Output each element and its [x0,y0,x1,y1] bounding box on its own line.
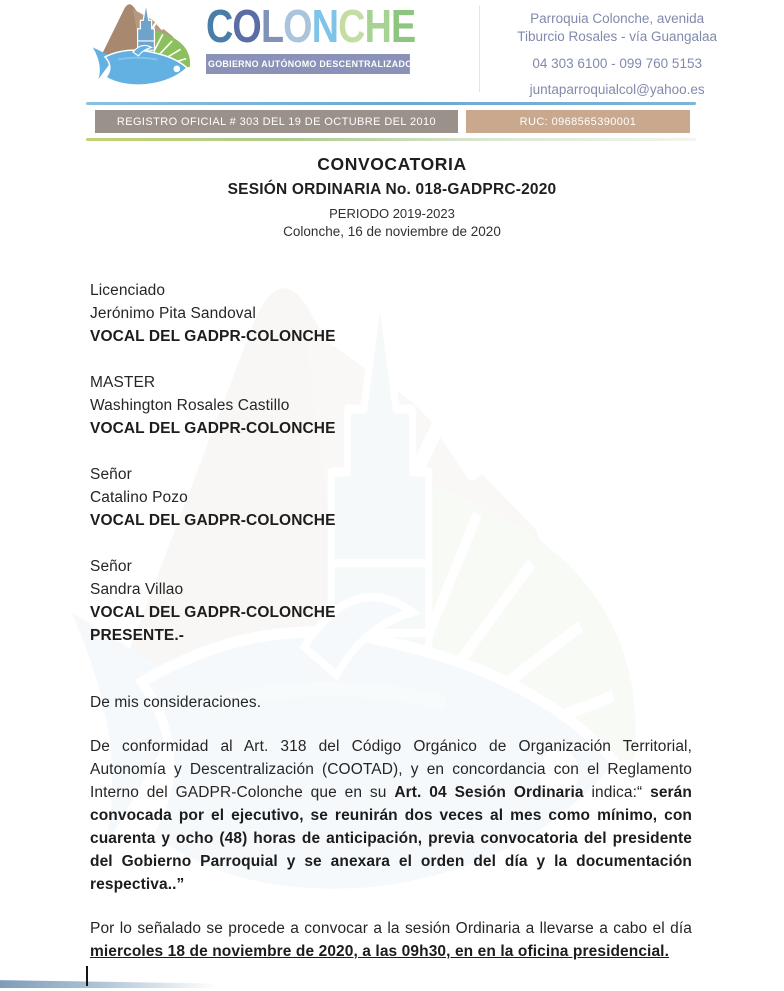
paragraph-convocation [90,917,692,963]
registro-oficial-bar: REGISTRO OFICIAL # 303 DEL 19 DE OCTUBRE DEL 2010 [95,110,458,133]
recipient-role: VOCAL DEL GADPR-COLONCHE [90,512,336,529]
recipient-salutation: Licenciado [90,282,166,299]
text-cursor[interactable] [86,966,88,986]
contact-address-line2: Tiburcio Rosales - vía Guangalaa [517,28,718,44]
letterhead [90,0,740,100]
letter-body [90,279,692,986]
recipient-block [90,555,692,647]
header-divider [479,6,480,92]
recipient-name: Jerónimo Pita Sandoval [90,305,256,322]
doc-subtitle: SESIÓN ORDINARIA No. 018-GADPRC-2020 [227,181,557,198]
recipient-salutation: Señor [90,466,132,483]
para-bold-quote: serán convocada por el ejecutivo, se reunirán dos veces al mes como mínimo, con cuarenta y ocho (48) horas de anticipación, previa convocatoria del presidente del Gobierno Parroquial y se anexara el orden del día y la documentación respectiva..” [90,784,692,893]
recipient-role: VOCAL DEL GADPR-COLONCHE [90,420,336,437]
ruc-bar: RUC: 0968565390001 [466,110,690,133]
contact-address-line1: Parroquia Colonche, avenida [530,11,705,26]
colonche-emblem-icon [90,0,202,95]
recipient-role: VOCAL DEL GADPR-COLONCHE [90,604,336,621]
gov-banner: GOBIERNO AUTÓNOMO DESCENTRALIZADO PARROQUIAL [206,54,410,74]
recipient-block [90,371,692,440]
paragraph-cootad [90,735,692,896]
meeting-date-underlined: miercoles 18 de noviembre de 2020, a las 09h30, en en la oficina presidencial. [90,943,669,960]
recipient-name: Catalino Pozo [90,489,188,506]
contact-email: juntaparroquialcol@yahoo.es [529,82,705,98]
recipient-presente: PRESENTE.- [90,627,185,644]
recipient-salutation: Señor [90,558,132,575]
para-bold: Art. 04 Sesión Ordinaria [394,784,584,801]
greeting: De mis consideraciones. [90,694,262,711]
doc-title: CONVOCATORIA [317,154,467,174]
recipient-block [90,279,692,348]
title-block [0,154,784,239]
recipient-name: Washington Rosales Castillo [90,397,290,414]
para-text: De conformidad al Art. 318 del Código Orgánico de Organización Territorial, Autonomía y Descentralización (COOTAD), y en concordancia con el Reglamento Interno del GADPR-Colonche que en su [90,738,692,801]
doc-period: PERIODO 2019-2023 [329,206,455,221]
green-rule [86,138,696,141]
recipient-salutation: MASTER [90,374,156,391]
recipient-block [90,463,692,532]
recipient-role: VOCAL DEL GADPR-COLONCHE [90,328,336,345]
doc-dateline: Colonche, 16 de noviembre de 2020 [283,224,501,239]
para-text: Por lo señalado se procede a convocar a la sesión Ordinaria a llevarse a cabo el día [90,920,692,937]
contact-phones: 04 303 6100 - 099 760 5153 [532,55,702,71]
para-text: indica:“ [583,784,651,801]
contact-block [494,0,740,108]
wordmark-colonche: COLONCHE [206,0,416,52]
logo-block [90,0,478,95]
recipient-name: Sandra Villao [90,581,184,598]
info-bars [95,110,690,133]
